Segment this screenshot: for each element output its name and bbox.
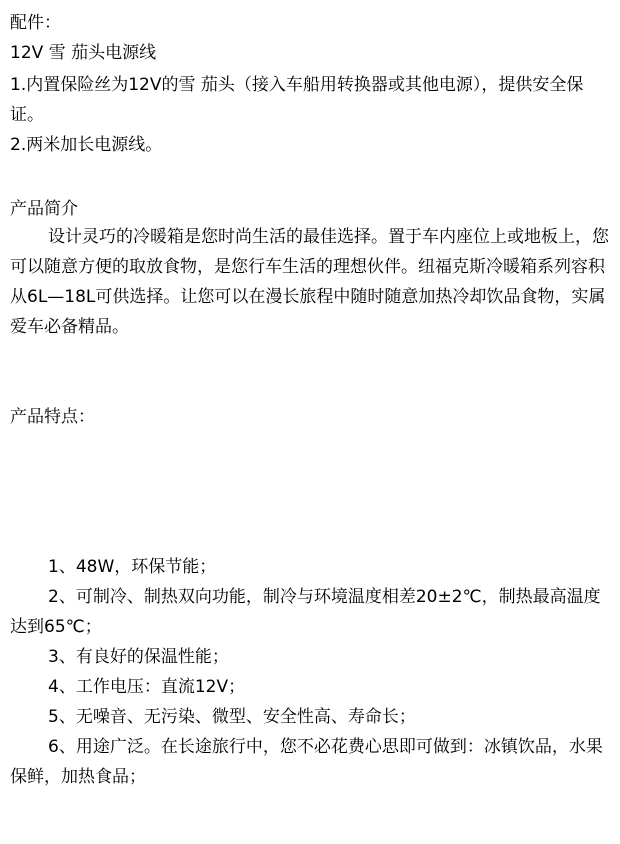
feature-item-3: 3、有良好的保温性能； — [48, 647, 229, 667]
feature-item-2: 2、可制冷、制热双向功能，制冷与环境温度相差20±2℃，制热最高温度达到65℃； — [10, 587, 601, 637]
accessories-item-2: 2.两米加长电源线。 — [10, 135, 163, 155]
intro-body: 设计灵巧的冷暖箱是您时尚生活的最佳选择。置于车内座位上或地板上，您可以随意方便的取放食物，是您行车生活的理想伙伴。纽福克斯冷暖箱系列容积从6L—18L可供选择。让您可以在漫长旅程中随时随意加热冷却饮品食物，实属爱车必备精品。 — [10, 227, 609, 337]
feature-item-5: 5、无噪音、无污染、微型、安全性高、寿命长； — [48, 707, 416, 727]
feature-item-4: 4、工作电压：直流12V； — [48, 677, 246, 697]
accessories-cable-name: 12V 雪 茄头电源线 — [10, 43, 157, 63]
feature-item-6: 6、用途广泛。在长途旅行中，您不必花费心思即可做到：冰镇饮品，水果保鲜，加热食品； — [10, 737, 603, 787]
features-heading: 产品特点： — [10, 407, 95, 427]
feature-item-1: 1、48W，环保节能； — [48, 557, 217, 577]
accessories-item-1: 1.内置保险丝为12V的雪 茄头（接入车船用转换器或其他电源），提供安全保证。 — [10, 75, 584, 125]
intro-heading: 产品简介 — [10, 199, 78, 219]
accessories-heading: 配件： — [10, 13, 61, 33]
